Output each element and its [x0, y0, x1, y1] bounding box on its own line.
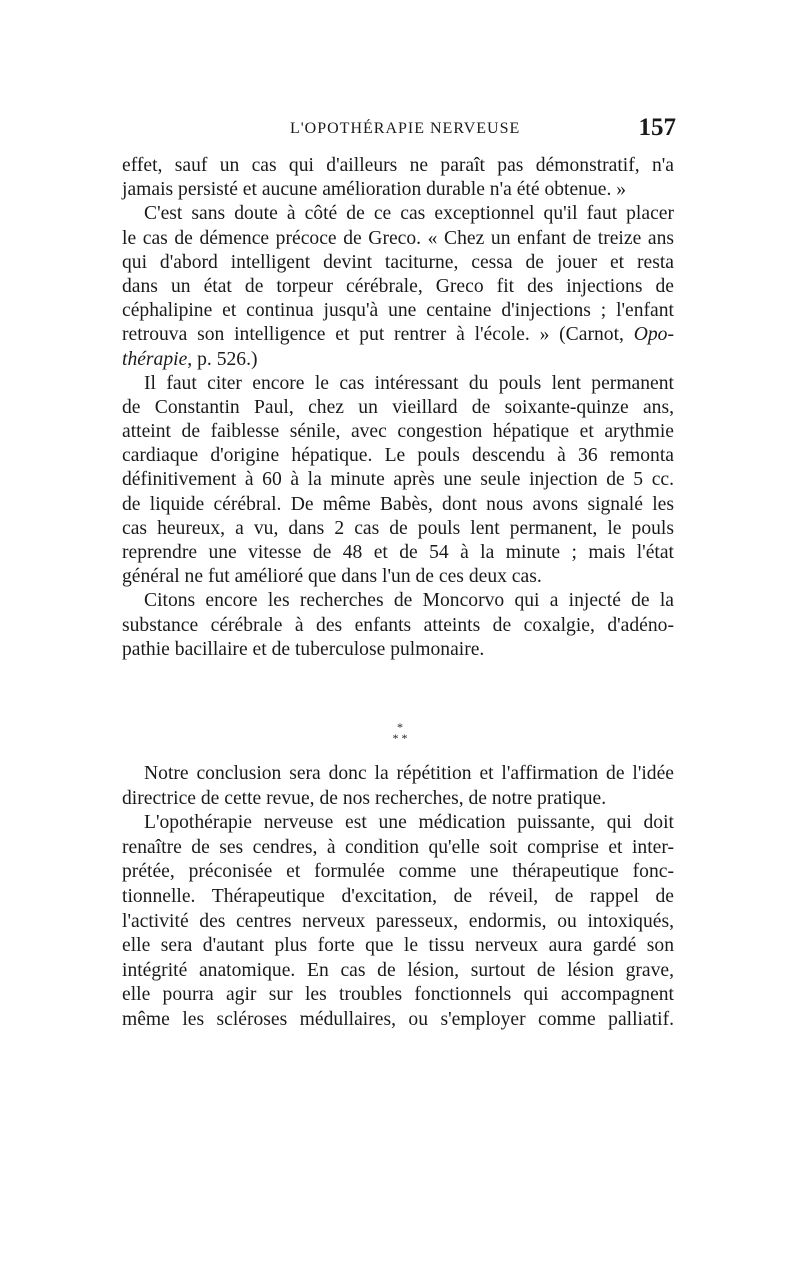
page-number: 157: [638, 114, 676, 141]
text-line: effet, sauf un cas qui d'ailleurs ne paraît pas démonstratif, n'a: [122, 155, 674, 176]
text-line: tionnelle. Thérapeutique d'excitation, de réveil, de rappel de: [122, 885, 674, 907]
text-line: prétée, préconisée et formulée comme une thérapeutique fonc-: [122, 861, 674, 883]
text-line: l'activité des centres nerveux paresseux, endormis, ou intoxiqués,: [122, 910, 674, 932]
text-line: directrice de cette revue, de nos recherches, de notre pratique.: [122, 787, 607, 809]
text-line: Citons encore les recherches de Moncorvo qui a injecté de la: [144, 590, 674, 612]
section-separator-asterism: [380, 722, 420, 750]
text-line: général ne fut amélioré que dans l'un de ces deux cas.: [122, 566, 542, 588]
text-section-2: [122, 762, 674, 1033]
text-line: Il faut citer encore le cas intéressant du pouls lent permanent: [144, 372, 674, 394]
text-line: substance cérébrale à des enfants atteints de coxalgie, d'adéno-: [122, 614, 674, 636]
text-line: de liquide cérébral. De même Babès, dont nous avons signalé les: [122, 493, 674, 515]
text-line: le cas de démence précoce de Greco. « Chez un enfant de treize ans: [122, 227, 674, 249]
running-title: L'OPOTHÉRAPIE NERVEUSE: [290, 120, 521, 137]
text-line: elle pourra agir sur les troubles fonctionnels qui accompagnent: [122, 984, 674, 1006]
text-line: thérapie, p. 526.): [122, 348, 258, 370]
text-line: jamais persisté et aucune amélioration durable n'a été obtenue. »: [122, 179, 627, 201]
text-section-1: [122, 154, 674, 662]
text-line: L'opothérapie nerveuse est une médication puissante, qui doit: [144, 812, 674, 834]
text-line: retrouva son intelligence et put rentrer à l'école. » (Carnot, Opo-: [122, 324, 674, 346]
text-line: céphalipine et continua jusqu'à une centaine d'injections ; l'enfant: [122, 300, 674, 322]
text-line: cardiaque d'origine hépatique. Le pouls descendu à 36 remonta: [122, 445, 674, 467]
running-header: [122, 114, 682, 148]
text-line: même les scléroses médullaires, ou s'employer comme palliatif.: [122, 1008, 674, 1030]
italic-title: Opo-: [633, 324, 674, 346]
text-line: C'est sans doute à côté de ce cas exceptionnel qu'il faut placer: [144, 203, 674, 225]
text-line: renaître de ses cendres, à condition qu'elle soit comprise et inter-: [122, 836, 674, 858]
italic-title: thérapie: [122, 348, 188, 370]
asterism-top: *: [397, 720, 403, 734]
text-line: définitivement à 60 à la minute après une seule injection de 5 cc.: [122, 469, 674, 491]
text-line: elle sera d'autant plus forte que le tissu nerveux aura gardé son: [122, 935, 674, 957]
text-line: cas heureux, a vu, dans 2 cas de pouls lent permanent, le pouls: [122, 517, 674, 539]
text-line: pathie bacillaire et de tuberculose pulmonaire.: [122, 638, 485, 660]
text-line: reprendre une vitesse de 48 et de 54 à la minute ; mais l'état: [122, 542, 674, 563]
text-line: Notre conclusion sera donc la répétition et l'affirmation de l'idée: [144, 763, 674, 784]
asterism-bottom: * *: [392, 731, 408, 745]
text-line: qui d'abord intelligent devint taciturne, cessa de jouer et resta: [122, 251, 674, 273]
text-line: atteint de faiblesse sénile, avec congestion hépatique et arythmie: [122, 421, 674, 443]
text-line: dans un état de torpeur cérébrale, Greco fit des injections de: [122, 275, 674, 297]
text-line: de Constantin Paul, chez un vieillard de soixante-quinze ans,: [122, 396, 674, 418]
text-line: intégrité anatomique. En cas de lésion, surtout de lésion grave,: [122, 959, 674, 981]
